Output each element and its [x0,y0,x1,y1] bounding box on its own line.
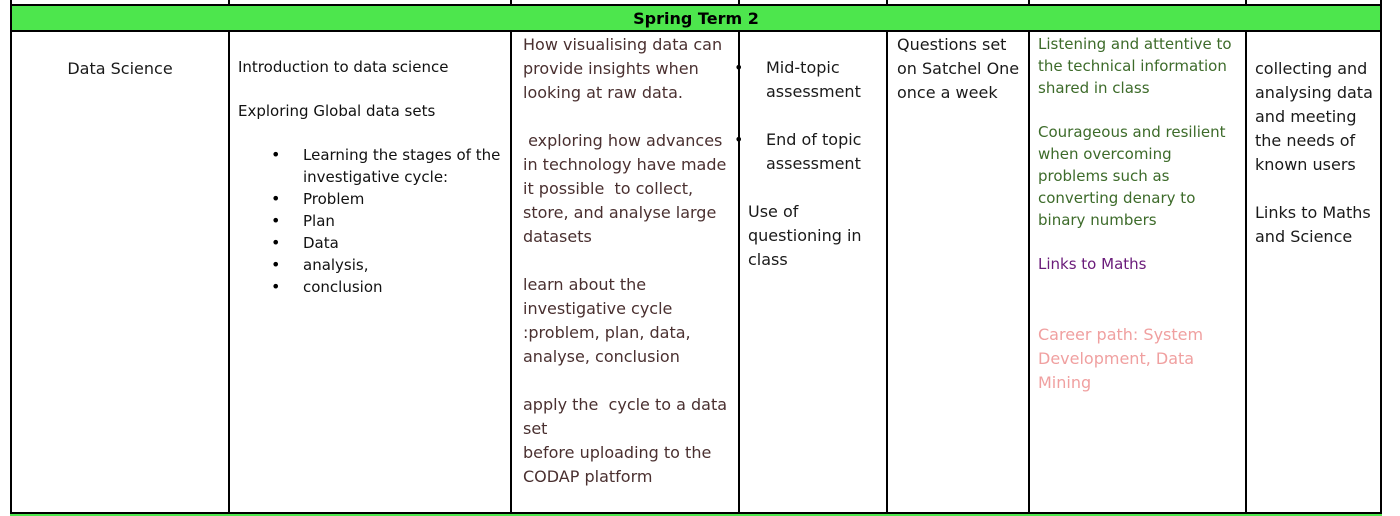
objectives-cell [523,30,735,489]
column-divider [228,30,230,514]
objective-visualising: How visualising data can provide insights when looking at raw data. [523,35,723,102]
column-divider [886,30,888,514]
content-exploring: Exploring Global data sets [238,102,436,120]
topic-cell [12,30,228,81]
objective-codap: before uploading to the CODAP platform [523,443,712,486]
next-row-band [10,512,1382,516]
list-item [766,56,884,104]
content-intro: Introduction to data science [238,58,449,76]
objective-cycle: learn about the investigative cycle :problem, plan, data, analyse, conclusion [523,275,691,366]
values-courageous: Courageous and resilient when overcoming problems such as converting denary to binary numbers [1038,123,1226,229]
assessment-cell [748,30,884,272]
list-item: • Plan [303,210,506,232]
column-divider [1245,30,1247,514]
content-bullet-list [303,144,506,298]
term-header: Spring Term 2 [10,4,1382,32]
column-divider [1028,30,1030,514]
homework-cell [897,30,1027,105]
list-item: • conclusion [303,276,506,298]
skills-links: Links to Maths and Science [1255,203,1371,246]
column-divider [738,30,740,514]
assessment-item-label: Mid-topic assessment [766,58,861,101]
list-item: • Problem [303,188,506,210]
objective-advances: exploring how advances in technology have made it possible to collect, store, and analyse large datasets [523,131,732,246]
column-divider [510,30,512,514]
list-item: • Data [303,232,506,254]
skills-collecting: collecting and analysing data and meeting the needs of known users [1255,59,1373,174]
content-cell [238,30,506,298]
skills-cell [1255,30,1380,249]
assessment-questioning: Use of questioning in class [748,202,862,269]
values-cell [1038,30,1238,395]
values-links-maths: Links to Maths [1038,255,1147,273]
list-item: • Learning the stages of the investigative cycle: [303,144,506,188]
list-item [766,128,884,176]
values-career-path: Career path: System Development, Data Mining [1038,325,1204,392]
topic-title: Data Science [67,59,173,78]
assessment-bullet-list [766,56,884,176]
list-item: • analysis, [303,254,506,276]
values-listening: Listening and attentive to the technical information shared in class [1038,35,1232,97]
objective-apply: apply the cycle to a data set [523,395,733,438]
curriculum-table [10,0,1382,516]
assessment-item-label: End of topic assessment [766,130,862,173]
homework-text: Questions set on Satchel One once a week [897,35,1020,102]
